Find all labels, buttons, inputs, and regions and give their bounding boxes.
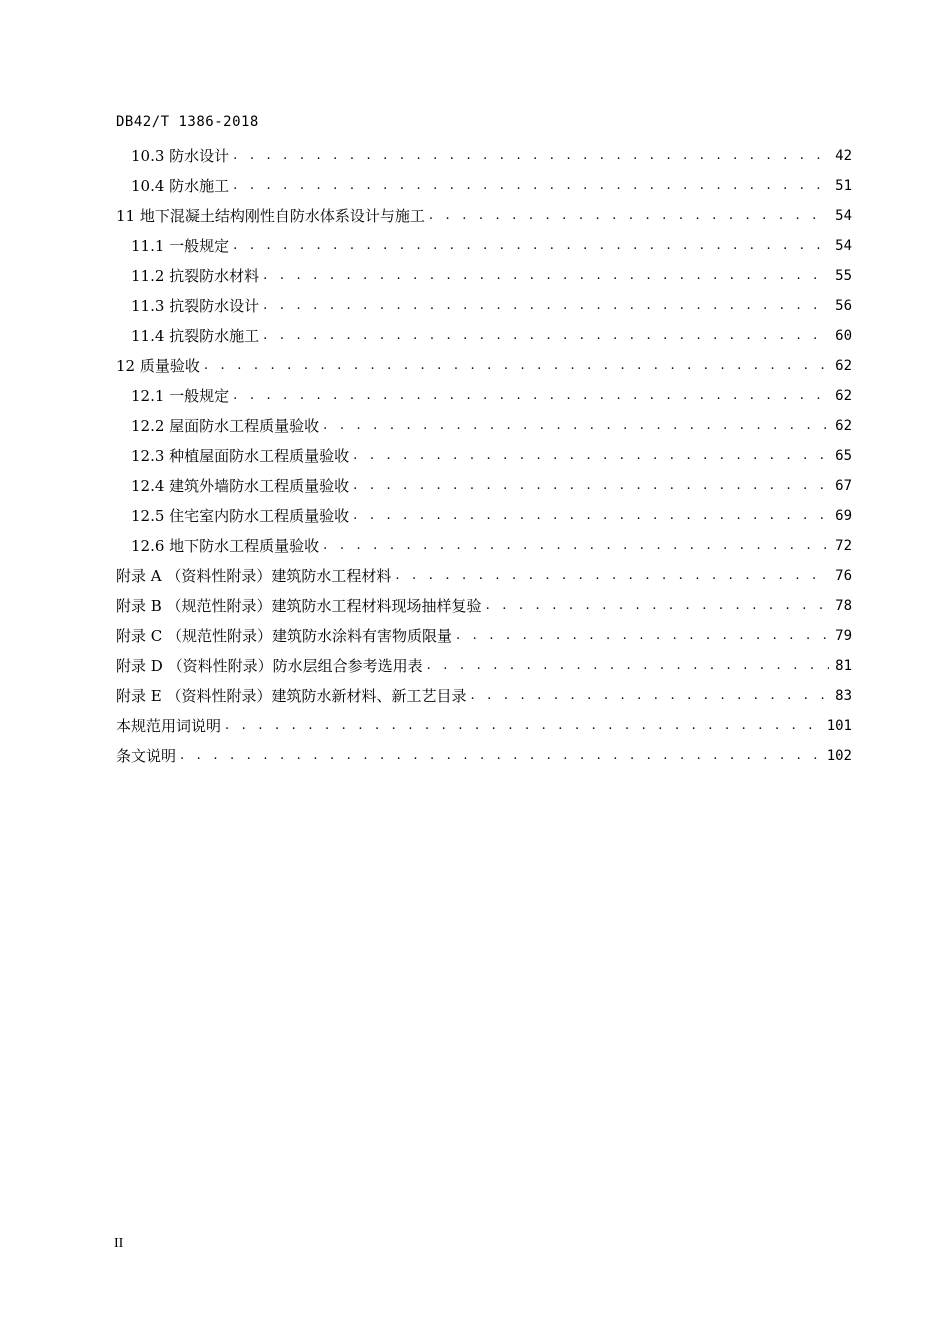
toc-entry-page: 42	[835, 148, 852, 164]
toc-entry-page: 55	[835, 268, 852, 284]
toc-entry[interactable]	[116, 711, 852, 741]
toc-entry[interactable]	[116, 741, 852, 771]
page-number: II	[114, 1236, 124, 1251]
toc-entry[interactable]	[116, 351, 852, 381]
toc-entry-title: 12.3 种植屋面防水工程质量验收	[131, 447, 350, 465]
toc-entry-page: 101	[826, 718, 852, 734]
toc-entry[interactable]	[116, 381, 852, 411]
toc-entry-title: 12.5 住宅室内防水工程质量验收	[131, 507, 350, 525]
toc-entry-title: 本规范用词说明	[116, 717, 222, 735]
toc-leader-dots	[353, 471, 829, 501]
toc-entry-page: 72	[835, 538, 852, 554]
toc-entry-title: 附录 C （规范性附录）建筑防水涂料有害物质限量	[116, 627, 453, 645]
toc-entry-title: 11.4 抗裂防水施工	[131, 327, 260, 345]
toc-leader-dots	[204, 351, 829, 381]
toc-entry[interactable]	[116, 471, 852, 501]
toc-entry-page: 69	[835, 508, 852, 524]
toc-entry-title: 11.2 抗裂防水材料	[131, 267, 260, 285]
toc-entry[interactable]	[116, 201, 852, 231]
toc-entry[interactable]	[116, 441, 852, 471]
toc-leader-dots	[429, 201, 829, 231]
toc-entry[interactable]	[116, 531, 852, 561]
toc-entry[interactable]	[116, 651, 852, 681]
toc-entry-page: 102	[826, 748, 852, 764]
toc-entry-page: 56	[835, 298, 852, 314]
toc-entry-page: 51	[835, 178, 852, 194]
toc-leader-dots	[353, 501, 829, 531]
toc-leader-dots	[233, 381, 829, 411]
toc-leader-dots	[471, 681, 830, 711]
toc-entry-title: 12.1 一般规定	[131, 387, 230, 405]
toc-entry-page: 79	[835, 628, 852, 644]
table-of-contents	[116, 141, 852, 771]
toc-leader-dots	[233, 171, 829, 201]
toc-entry-title: 12.2 屋面防水工程质量验收	[131, 417, 320, 435]
document-code: DB42/T 1386-2018	[116, 114, 259, 130]
toc-entry-title: 附录 E （资料性附录）建筑防水新材料、新工艺目录	[116, 687, 467, 705]
toc-leader-dots	[233, 141, 829, 171]
toc-leader-dots	[395, 561, 829, 591]
toc-entry-page: 54	[835, 238, 852, 254]
toc-leader-dots	[263, 291, 829, 321]
toc-entry-title: 附录 A （资料性附录）建筑防水工程材料	[116, 567, 392, 585]
toc-entry[interactable]	[116, 561, 852, 591]
toc-entry[interactable]	[116, 261, 852, 291]
toc-entry-title: 附录 D （资料性附录）防水层组合参考选用表	[116, 657, 423, 675]
toc-leader-dots	[180, 741, 821, 771]
toc-entry[interactable]	[116, 621, 852, 651]
toc-entry-page: 60	[835, 328, 852, 344]
toc-entry-page: 78	[835, 598, 852, 614]
toc-entry[interactable]	[116, 231, 852, 261]
toc-entry-title: 11 地下混凝土结构刚性自防水体系设计与施工	[116, 207, 425, 225]
toc-entry[interactable]	[116, 501, 852, 531]
toc-entry[interactable]	[116, 321, 852, 351]
toc-entry[interactable]	[116, 291, 852, 321]
toc-entry-title: 10.4 防水施工	[131, 177, 230, 195]
toc-entry[interactable]	[116, 141, 852, 171]
toc-entry-title: 11.1 一般规定	[131, 237, 230, 255]
toc-entry-title: 条文说明	[116, 747, 177, 765]
toc-entry-page: 83	[835, 688, 852, 704]
toc-entry[interactable]	[116, 591, 852, 621]
toc-entry[interactable]	[116, 411, 852, 441]
toc-entry-title: 11.3 抗裂防水设计	[131, 297, 260, 315]
toc-leader-dots	[233, 231, 829, 261]
toc-entry-page: 62	[835, 418, 852, 434]
toc-entry-page: 65	[835, 448, 852, 464]
toc-leader-dots	[427, 651, 830, 681]
toc-leader-dots	[263, 261, 829, 291]
toc-leader-dots	[456, 621, 829, 651]
toc-leader-dots	[323, 411, 829, 441]
toc-entry-title: 12.4 建筑外墙防水工程质量验收	[131, 477, 350, 495]
toc-leader-dots	[263, 321, 829, 351]
toc-entry-page: 54	[835, 208, 852, 224]
toc-entry-page: 62	[835, 388, 852, 404]
toc-entry-title: 10.3 防水设计	[131, 147, 230, 165]
toc-entry[interactable]	[116, 171, 852, 201]
toc-entry-title: 附录 B （规范性附录）建筑防水工程材料现场抽样复验	[116, 597, 482, 615]
toc-entry-title: 12.6 地下防水工程质量验收	[131, 537, 320, 555]
toc-leader-dots	[225, 711, 821, 741]
toc-leader-dots	[486, 591, 830, 621]
toc-entry-page: 81	[835, 658, 852, 674]
toc-entry-page: 62	[835, 358, 852, 374]
toc-entry-page: 76	[835, 568, 852, 584]
toc-entry-title: 12 质量验收	[116, 357, 200, 375]
toc-entry-page: 67	[835, 478, 852, 494]
toc-leader-dots	[323, 531, 829, 561]
toc-entry[interactable]	[116, 681, 852, 711]
toc-leader-dots	[353, 441, 829, 471]
